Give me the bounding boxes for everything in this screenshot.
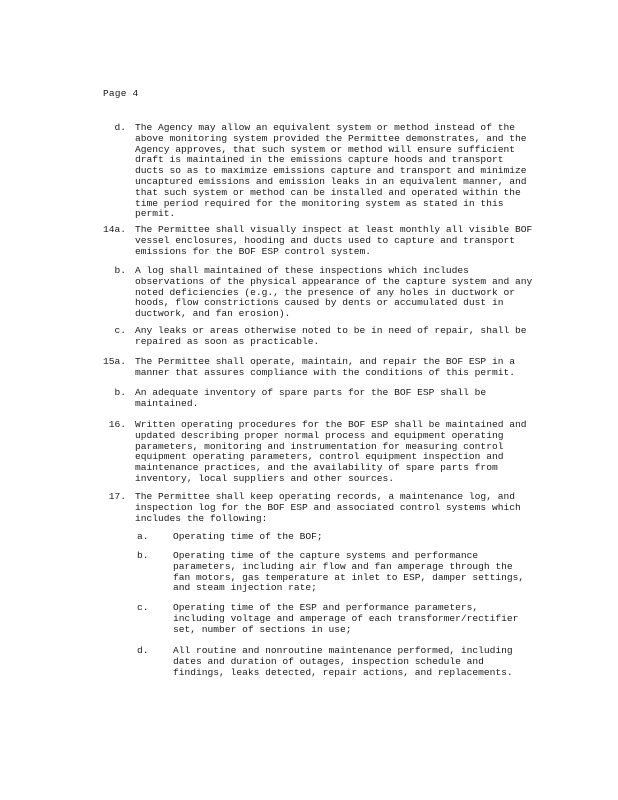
paragraph-14b	[92, 266, 542, 322]
paragraph-15a	[92, 357, 542, 379]
paragraph-text: An adequate inventory of spare parts for the BOF ESP shall be maintained.	[135, 387, 492, 409]
paragraph-16	[92, 420, 542, 488]
paragraph-label: b.	[114, 265, 126, 276]
subparagraph-text: Operating time of the capture systems and performance parameters, including air flow and fan amperage through the fan motors, gas temperature at inlet to ESP, damper settings, and steam injection rate;	[173, 550, 530, 594]
subparagraph-17d	[137, 646, 537, 680]
paragraph-label: d.	[114, 122, 126, 133]
paragraph-text: The Agency may allow an equivalent system or method instead of the above monitoring system provided the Permittee demonstrates, and the Agency approves, that such system or method will ensure sufficient draft is maintained in the emissions capture hoods and transport ducts so as to maximize emissions capture and transport and minimize uncaptured emissions and emission leaks in an equivalent manner, and that such system or method can be installed and operated within the time period required for the monitoring system as stated in this permit.	[135, 122, 533, 220]
subparagraph-label: c.	[137, 602, 149, 613]
paragraph-14c	[92, 326, 542, 348]
subparagraph-text: Operating time of the BOF;	[173, 531, 323, 542]
subparagraph-text: Operating time of the ESP and performance parameters, including voltage and amperage of each transformer/rectifier set, number of sections in use;	[173, 602, 525, 635]
subparagraph-17a	[137, 532, 537, 544]
paragraph-label: 15a.	[102, 356, 126, 367]
paragraph-label: 14a.	[102, 224, 126, 235]
paragraph-text: Any leaks or areas otherwise noted to be in need of repair, shall be repaired as soon as practicable.	[135, 325, 533, 347]
paragraph-text: The Permittee shall operate, maintain, and repair the BOF ESP in a manner that assures compliance with the conditions of this permit.	[135, 356, 521, 378]
paragraph-text: Written operating procedures for the BOF ESP shall be maintained and updated describing proper normal process and equipment operating parameters, monitoring and instrumentation for measuring control equipment operating parameters, control equipment inspection and maintenance practices, and the availability of spare parts from inventory, local suppliers and other sources.	[135, 419, 533, 484]
subparagraph-17c	[137, 603, 537, 637]
subparagraph-label: b.	[137, 550, 149, 561]
paragraph-label: 16.	[108, 419, 126, 430]
paragraph-text: A log shall maintained of these inspections which includes observations of the physical appearance of the capture system and any noted deficiencies (e.g., the presence of any holes in ductwork or hoods, flow constrictions caused by dents or accumulated dust in ductwork, and fan erosion).	[135, 265, 539, 320]
subparagraph-17b	[137, 551, 537, 597]
subparagraph-label: d.	[137, 645, 149, 656]
paragraph-14a	[92, 225, 542, 259]
paragraph-17	[92, 492, 542, 526]
subparagraph-text: All routine and nonroutine maintenance performed, including dates and duration of outages, inspection schedule and findings, leaks detected, repair actions, and replacements.	[173, 645, 519, 678]
paragraph-label: 17.	[108, 491, 126, 502]
paragraph-label: b.	[114, 387, 126, 398]
paragraph-15b	[92, 388, 542, 410]
paragraph-13d	[92, 122, 542, 220]
paragraph-label: c.	[114, 325, 126, 336]
subparagraph-label: a.	[137, 531, 149, 542]
paragraph-text: The Permittee shall keep operating records, a maintenance log, and inspection log for the BOF ESP and associated control systems which includes the following:	[135, 491, 527, 524]
paragraph-text: The Permittee shall visually inspect at least monthly all visible BOF vessel enclosures, hooding and ducts used to capture and transport emissions for the BOF ESP control system.	[135, 224, 539, 257]
page-number: Page 4	[103, 88, 139, 99]
